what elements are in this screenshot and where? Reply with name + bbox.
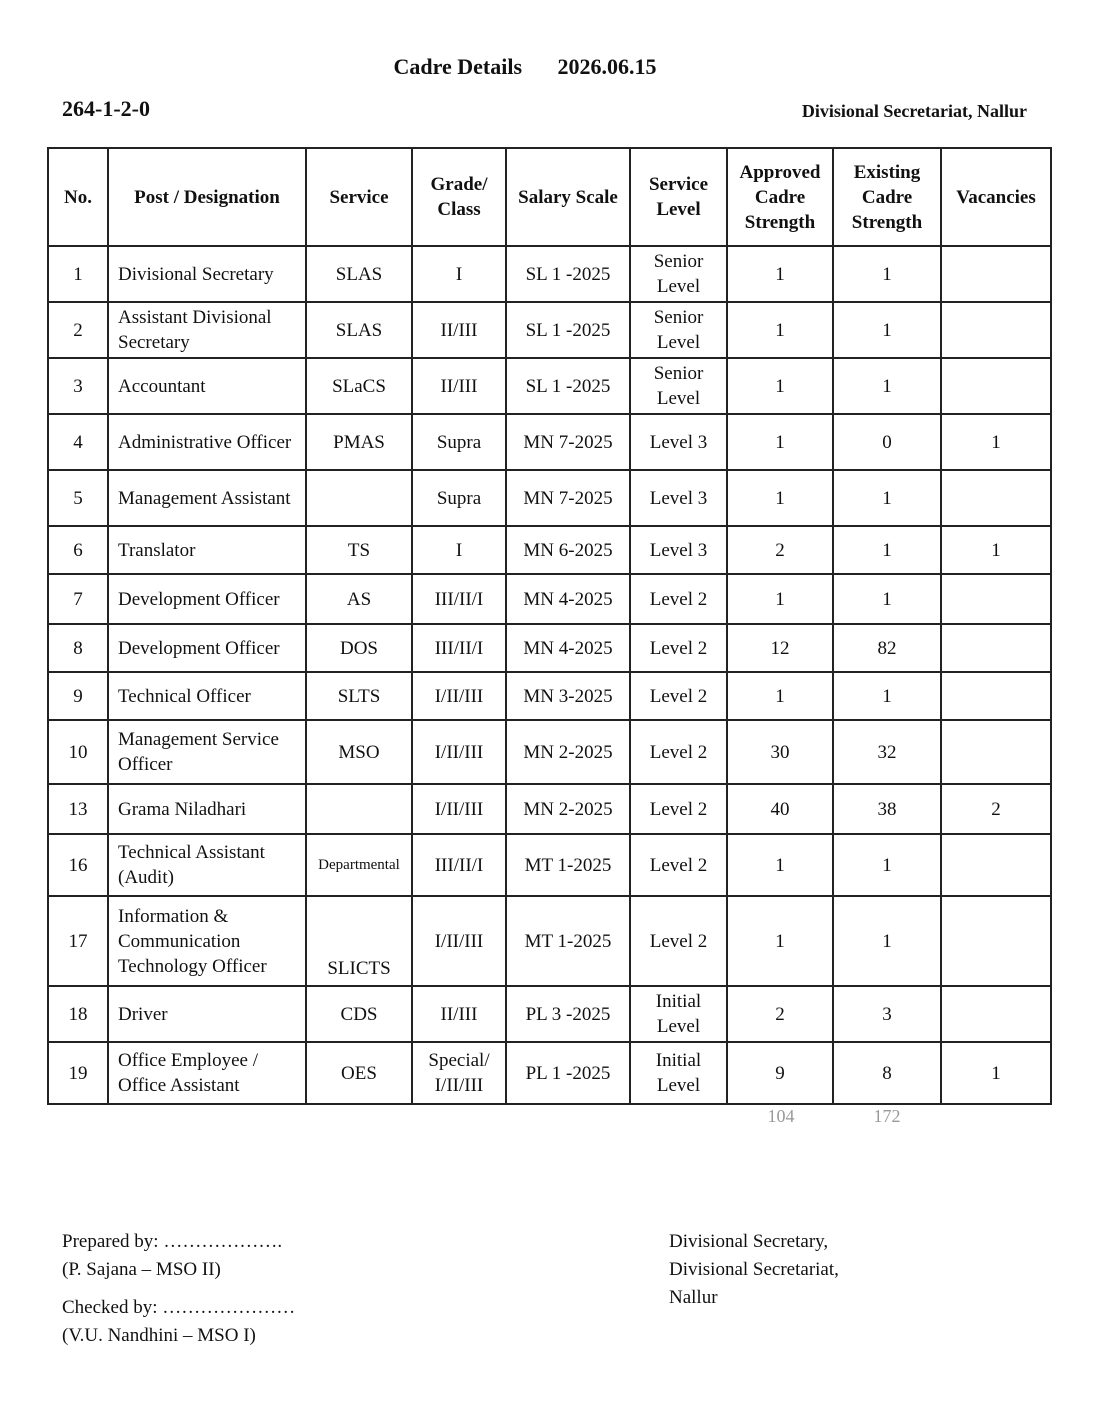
cell-salary: SL 1 -2025: [506, 358, 630, 414]
cell-salary: PL 3 -2025: [506, 986, 630, 1042]
title-text: Cadre Details: [393, 54, 523, 79]
cell-salary: MN 3-2025: [506, 672, 630, 720]
table-row: [48, 784, 1051, 834]
cell-grade: II/III: [412, 358, 506, 414]
cell-level: Level 2: [630, 720, 727, 784]
signatory-line-2: Divisional Secretariat,: [669, 1259, 839, 1280]
table-row: [48, 574, 1051, 624]
cell-post: Translator: [108, 526, 306, 574]
cell-level: Senior Level: [630, 302, 727, 358]
cell-post: Management Service Officer: [108, 720, 306, 784]
table-row: [48, 672, 1051, 720]
table-row: [48, 246, 1051, 302]
cell-service: SLaCS: [306, 358, 412, 414]
cell-approved: 1: [727, 246, 833, 302]
cell-existing: 1: [833, 672, 941, 720]
cell-service: CDS: [306, 986, 412, 1042]
cell-level: Level 2: [630, 896, 727, 986]
checked-name: (V.U. Nandhini – MSO I): [62, 1325, 256, 1346]
cell-service: SLICTS: [306, 896, 412, 986]
table-row: [48, 896, 1051, 986]
cadre-table: [47, 147, 1052, 1105]
table-row: [48, 358, 1051, 414]
col-header-level: Service Level: [630, 148, 727, 246]
cell-service: Departmental: [306, 834, 412, 896]
col-header-grade: Grade/ Class: [412, 148, 506, 246]
cell-grade: III/II/I: [412, 574, 506, 624]
signatory-block: [669, 1228, 839, 1312]
signatory-line-3: Nallur: [669, 1287, 718, 1308]
cell-existing: 82: [833, 624, 941, 672]
cell-no: 18: [48, 986, 108, 1042]
table-row: [48, 414, 1051, 470]
cell-level: Level 2: [630, 784, 727, 834]
cell-post: Development Officer: [108, 574, 306, 624]
cell-existing: 1: [833, 834, 941, 896]
cell-grade: I/II/III: [412, 896, 506, 986]
cell-grade: II/III: [412, 302, 506, 358]
title-date: 2026.06.15: [557, 54, 657, 79]
cell-post: Management Assistant: [108, 470, 306, 526]
cell-grade: Supra: [412, 470, 506, 526]
cell-salary: MN 7-2025: [506, 414, 630, 470]
signatory-line-1: Divisional Secretary,: [669, 1231, 829, 1252]
cell-grade: I/II/III: [412, 784, 506, 834]
prepared-dots: ……………….: [163, 1231, 283, 1252]
cell-approved: 40: [727, 784, 833, 834]
table-row: [48, 302, 1051, 358]
cell-service: TS: [306, 526, 412, 574]
cell-level: Senior Level: [630, 246, 727, 302]
cell-level: Level 2: [630, 672, 727, 720]
cell-salary: SL 1 -2025: [506, 302, 630, 358]
cell-salary: MN 2-2025: [506, 784, 630, 834]
cell-no: 9: [48, 672, 108, 720]
cell-post: Accountant: [108, 358, 306, 414]
total-approved: 104: [767, 1106, 795, 1126]
cell-existing: 1: [833, 302, 941, 358]
cell-service: [306, 470, 412, 526]
cell-no: 4: [48, 414, 108, 470]
col-header-existing: Existing Cadre Strength: [833, 148, 941, 246]
cell-post: Office Employee / Office Assistant: [108, 1042, 306, 1104]
cell-salary: MN 6-2025: [506, 526, 630, 574]
table-row: [48, 470, 1051, 526]
cell-no: 13: [48, 784, 108, 834]
cell-service: PMAS: [306, 414, 412, 470]
cell-vacancies: 1: [941, 414, 1051, 470]
cell-post: Administrative Officer: [108, 414, 306, 470]
cell-salary: MT 1-2025: [506, 834, 630, 896]
cell-level: Level 2: [630, 834, 727, 896]
table-body: [48, 246, 1051, 1104]
cell-post: Technical Assistant (Audit): [108, 834, 306, 896]
cell-grade: I: [412, 526, 506, 574]
cell-approved: 1: [727, 470, 833, 526]
cell-vacancies: [941, 896, 1051, 986]
cell-existing: 8: [833, 1042, 941, 1104]
table-header-row: [48, 148, 1051, 246]
prepared-label: Prepared by:: [62, 1231, 159, 1252]
cell-post: Information & Communication Technology Officer: [108, 896, 306, 986]
cell-grade: Supra: [412, 414, 506, 470]
cell-no: 1: [48, 246, 108, 302]
cell-vacancies: [941, 302, 1051, 358]
table-row: [48, 720, 1051, 784]
cell-vacancies: [941, 358, 1051, 414]
cell-salary: PL 1 -2025: [506, 1042, 630, 1104]
cell-salary: MN 4-2025: [506, 624, 630, 672]
cell-approved: 12: [727, 624, 833, 672]
cell-existing: 1: [833, 574, 941, 624]
cell-no: 3: [48, 358, 108, 414]
cell-vacancies: [941, 834, 1051, 896]
table-row: [48, 624, 1051, 672]
prepared-line: [62, 1228, 295, 1256]
cell-vacancies: 1: [941, 1042, 1051, 1104]
cell-post: Divisional Secretary: [108, 246, 306, 302]
cell-service: [306, 784, 412, 834]
cell-service: MSO: [306, 720, 412, 784]
cell-level: Initial Level: [630, 1042, 727, 1104]
cell-post: Grama Niladhari: [108, 784, 306, 834]
cell-no: 16: [48, 834, 108, 896]
col-header-no: No.: [48, 148, 108, 246]
cell-existing: 3: [833, 986, 941, 1042]
cell-vacancies: [941, 624, 1051, 672]
cell-vacancies: [941, 672, 1051, 720]
cell-service: DOS: [306, 624, 412, 672]
cell-vacancies: [941, 246, 1051, 302]
cell-no: 8: [48, 624, 108, 672]
cell-salary: MN 4-2025: [506, 574, 630, 624]
table-row: [48, 1042, 1051, 1104]
col-header-post: Post / Designation: [108, 148, 306, 246]
cell-existing: 1: [833, 246, 941, 302]
prepared-checked-block: [62, 1228, 295, 1350]
table-row: [48, 986, 1051, 1042]
cell-post: Driver: [108, 986, 306, 1042]
cell-existing: 1: [833, 526, 941, 574]
cell-level: Level 3: [630, 470, 727, 526]
cell-approved: 30: [727, 720, 833, 784]
cell-service: SLAS: [306, 246, 412, 302]
cell-no: 17: [48, 896, 108, 986]
cell-existing: 1: [833, 896, 941, 986]
cell-existing: 0: [833, 414, 941, 470]
cell-grade: I/II/III: [412, 672, 506, 720]
table-row: [48, 526, 1051, 574]
cell-level: Senior Level: [630, 358, 727, 414]
cell-approved: 1: [727, 672, 833, 720]
cell-existing: 1: [833, 358, 941, 414]
document-code: 264-1-2-0: [62, 96, 150, 121]
cell-no: 2: [48, 302, 108, 358]
cell-grade: III/II/I: [412, 834, 506, 896]
col-header-approved: Approved Cadre Strength: [727, 148, 833, 246]
cell-grade: I/II/III: [412, 720, 506, 784]
cell-level: Level 2: [630, 574, 727, 624]
cell-post: Technical Officer: [108, 672, 306, 720]
cell-no: 10: [48, 720, 108, 784]
cell-approved: 2: [727, 986, 833, 1042]
cell-vacancies: 2: [941, 784, 1051, 834]
cell-service: AS: [306, 574, 412, 624]
cell-existing: 1: [833, 470, 941, 526]
cell-vacancies: [941, 470, 1051, 526]
total-existing: 172: [873, 1106, 901, 1126]
cell-salary: MN 7-2025: [506, 470, 630, 526]
cell-salary: MN 2-2025: [506, 720, 630, 784]
cell-no: 5: [48, 470, 108, 526]
cell-approved: 1: [727, 302, 833, 358]
cell-vacancies: [941, 574, 1051, 624]
cell-no: 6: [48, 526, 108, 574]
cell-level: Initial Level: [630, 986, 727, 1042]
cell-grade: II/III: [412, 986, 506, 1042]
checked-line: [62, 1294, 295, 1322]
cell-level: Level 3: [630, 526, 727, 574]
cell-level: Level 2: [630, 624, 727, 672]
checked-label: Checked by:: [62, 1297, 158, 1318]
cell-existing: 38: [833, 784, 941, 834]
cell-approved: 2: [727, 526, 833, 574]
cell-grade: I: [412, 246, 506, 302]
cell-no: 7: [48, 574, 108, 624]
cell-vacancies: [941, 720, 1051, 784]
cell-approved: 1: [727, 896, 833, 986]
cell-no: 19: [48, 1042, 108, 1104]
cell-vacancies: 1: [941, 526, 1051, 574]
cell-vacancies: [941, 986, 1051, 1042]
cell-approved: 1: [727, 834, 833, 896]
table-row: [48, 834, 1051, 896]
cell-post: Development Officer: [108, 624, 306, 672]
col-header-vacancies: Vacancies: [941, 148, 1051, 246]
cell-approved: 1: [727, 574, 833, 624]
cell-level: Level 3: [630, 414, 727, 470]
cell-salary: MT 1-2025: [506, 896, 630, 986]
checked-dots: …………………: [162, 1297, 296, 1318]
col-header-service: Service: [306, 148, 412, 246]
cell-service: SLAS: [306, 302, 412, 358]
cell-grade: III/II/I: [412, 624, 506, 672]
cell-service: SLTS: [306, 672, 412, 720]
prepared-name: (P. Sajana – MSO II): [62, 1259, 221, 1280]
office-name: Divisional Secretariat, Nallur: [801, 101, 1027, 121]
cell-service: OES: [306, 1042, 412, 1104]
col-header-salary: Salary Scale: [506, 148, 630, 246]
cell-grade: Special/ I/II/III: [412, 1042, 506, 1104]
cell-approved: 9: [727, 1042, 833, 1104]
cell-salary: SL 1 -2025: [506, 246, 630, 302]
cell-existing: 32: [833, 720, 941, 784]
cell-approved: 1: [727, 358, 833, 414]
cell-approved: 1: [727, 414, 833, 470]
cell-post: Assistant Divisional Secretary: [108, 302, 306, 358]
document-title: [0, 54, 1050, 80]
